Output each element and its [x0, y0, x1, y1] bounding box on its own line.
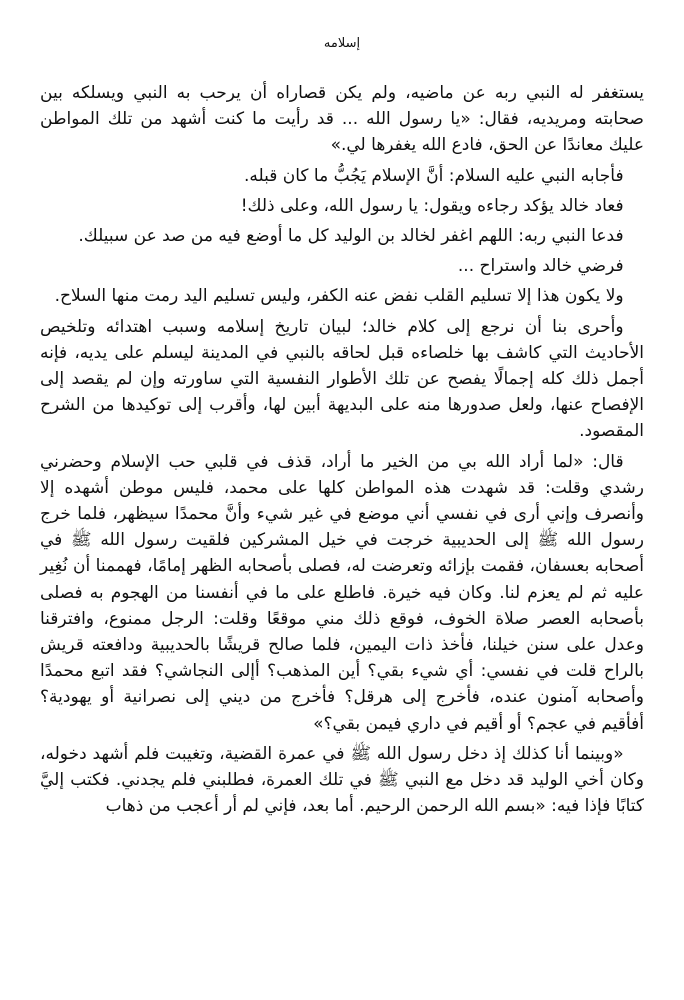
- paragraph: ولا يكون هذا إلا تسليم القلب نفض عنه الكفر، وليس تسليم اليد رمت منها السلاح.: [54, 286, 624, 307]
- paragraph: يستغفر له النبي ربه عن ماضيه، ولم يكن قصاراه أن يرحب به النبي ويسلكه بين صحابته ومريديه، فقال: «يا رسول الله ... قد رأيت ما كنت أشهد من تلك المواطن عليك معاندًا عن الحق، فادع الله يغفرها لي.»: [40, 83, 644, 156]
- paragraph: فرضي خالد واستراح ...: [457, 256, 624, 277]
- running-head: إسلامه: [323, 36, 361, 51]
- paragraph: فأجابه النبي عليه السلام: أنَّ الإسلام يَجُبُّ ما كان قبله.: [243, 165, 624, 186]
- paragraph: وأحرى بنا أن نرجع إلى كلام خالد؛ لبيان تاريخ إسلامه وسبب اهتدائه وتلخيص الأحاديث التي كاشف بها خلصاءه قبل لحاقه بالنبي في المدينة ليسلم على يديه، فإنه أجمل ذلك كله إجمالًا يفصح عن تلك الأطوار النفسية التي ساورته وإن لم يقصد إلى الإفصاح عنها، ولعل صدورها منه على البديهة أبين لها، وأقرب إلى توكيدها من الشرح المقصود.: [40, 316, 644, 442]
- body-text: [40, 80, 644, 819]
- paragraph: فعاد خالد يؤكد رجاءه ويقول: يا رسول الله، وعلى ذلك!: [240, 195, 624, 216]
- paragraph: «وبينما أنا كذلك إذ دخل رسول الله ﷺ في عمرة القضية، وتغيبت فلم أشهد دخوله، وكان أخي الوليد قد دخل مع النبي ﷺ في تلك العمرة، فطلبني فلم يجدني. فكتب إليَّ كتابًا فإذا فيه: «بسم الله الرحمن الرحيم. أما بعد، فإني لم أر أعجب من ذهاب: [40, 743, 644, 817]
- paragraph: فدعا النبي ربه: اللهم اغفر لخالد بن الوليد كل ما أوضع فيه من صد عن سبيلك.: [78, 226, 624, 247]
- paragraph: قال: «لما أراد الله بي من الخير ما أراد، قذف في قلبي حب الإسلام وحضرني رشدي وقلت: قد شهدت هذه المواطن كلها على محمد، فليس موطن أشهده إلا وأنصرف وإني أرى في نفسي أني موضع في غير شيء وأنَّ محمدًا سيظهر، فلما خرج رسول الله ﷺ إلى الحديبية خرجت في خيل المشركين فلقيت رسول الله ﷺ في أصحابه بعسفان، فقمت بإزائه وتعرضت له، فصلى بأصحابه الظهر إمامًا، فهممنا أن نُغِير عليه ثم لم يعزم لنا. وكان فيه خيرة. فاطلع على ما في أنفسنا من الهجوم به فصلى بأصحابه العصر صلاة الخوف، فوقع ذلك مني موقعًا وقلت: الرجل ممنوع، وافترقنا وعدل على سنن خيلنا، فأخذ ذات اليمين، فلما صالح قريشًا بالحديبية ودافعته قريش بالراح قلت في نفسي: أي شيء بقي؟ أين المذهب؟ أإلى النجاشي؟ فقد اتبع محمدًا وأصحابه آمنون عنده، فأخرج إلى هرقل؟ فأخرج من ديني إلى نصرانية أو يهودية؟ أفأقيم في عجم؟ أو أقيم في داري فيمن بقي؟»: [40, 451, 644, 734]
